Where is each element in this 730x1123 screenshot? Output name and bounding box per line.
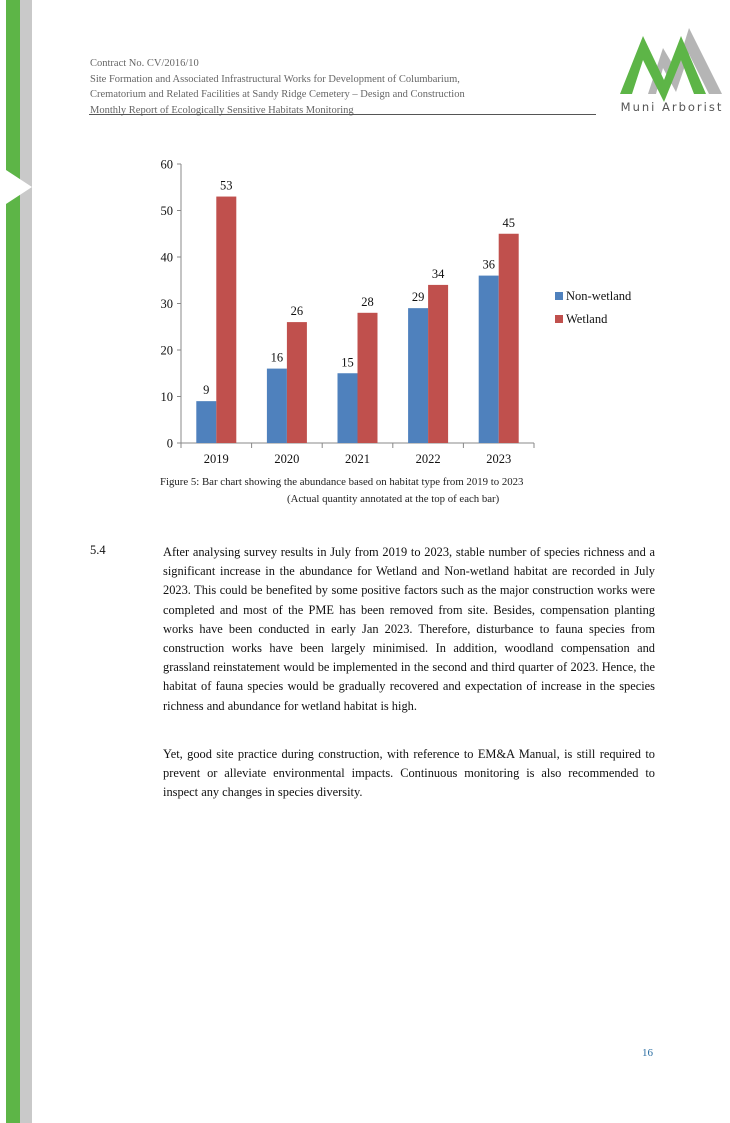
header-contract-no: Contract No. CV/2016/10 bbox=[90, 58, 199, 69]
paragraph-analysis: After analysing survey results in July from 2019 to 2023, stable number of species richness and a significant increase in the abundance for Wetland and Non-wetland habitat are recorded in July 2023. This could be benefited by some positive factors such as the major construction works were completed and most of the PME has been removed from site. Besides, compensation planting works have been conducted in early Jan 2023. Therefore, disturbance to fauna species from construction works have been largely minimised. In addition, woodland compensation and grassland reinstatement would be implemented in the second and third quarter of 2023. Hence, the habitat of fauna species would be gradually recovered and expectation of increase in the species richness and abundance for wetland habitat is high. bbox=[163, 545, 655, 713]
x-tick-label: 2023 bbox=[486, 452, 512, 466]
data-label: 15 bbox=[341, 355, 354, 370]
legend-label: Wetland bbox=[566, 312, 608, 326]
data-label: 29 bbox=[411, 290, 425, 305]
bar-non-wetland bbox=[479, 276, 499, 443]
data-label: 16 bbox=[270, 350, 284, 365]
y-tick-label: 0 bbox=[166, 436, 173, 451]
bar-non-wetland bbox=[196, 401, 216, 443]
bar-wetland bbox=[428, 285, 448, 443]
data-label: 26 bbox=[290, 304, 304, 319]
data-label: 28 bbox=[361, 294, 374, 309]
data-label: 36 bbox=[482, 257, 495, 272]
bar-wetland bbox=[499, 234, 519, 443]
figure-caption bbox=[160, 474, 570, 508]
header-project-title-2: Crematorium and Related Facilities at Sandy Ridge Cemetery – Design and Construction bbox=[90, 89, 465, 100]
page-number: 16 bbox=[642, 1047, 653, 1059]
x-tick-label: 2021 bbox=[345, 452, 370, 466]
x-tick-label: 2019 bbox=[203, 452, 229, 466]
data-label: 34 bbox=[431, 266, 445, 281]
x-tick-label: 2022 bbox=[415, 452, 441, 466]
y-tick-label: 30 bbox=[160, 297, 173, 311]
y-tick-label: 20 bbox=[160, 343, 173, 358]
logo-wordmark: Muni Arborist bbox=[620, 100, 724, 114]
header-divider bbox=[89, 114, 596, 115]
paragraph-recommendation: Yet, good site practice during construction, with reference to EM&A Manual, is still required to prevent or alleviate environmental impacts. Continuous monitoring is also recommended to inspect any changes in species diversity. bbox=[163, 747, 655, 800]
document-header bbox=[90, 56, 600, 118]
data-label: 45 bbox=[502, 215, 515, 230]
y-tick-label: 10 bbox=[160, 390, 173, 404]
figure-caption-line2: (Actual quantity annotated at the top of each bar) bbox=[287, 493, 500, 505]
legend-swatch bbox=[555, 292, 563, 300]
y-tick-label: 60 bbox=[160, 157, 173, 172]
side-bar-gray bbox=[20, 0, 32, 1123]
bar-wetland bbox=[216, 197, 236, 443]
bar-wetland bbox=[287, 322, 307, 443]
y-tick-label: 40 bbox=[160, 250, 173, 265]
y-tick-label: 50 bbox=[160, 204, 173, 218]
x-tick-label: 2020 bbox=[274, 452, 300, 466]
abundance-bar-chart bbox=[140, 150, 640, 470]
side-bar-green bbox=[6, 0, 20, 1123]
header-report-title: Monthly Report of Ecologically Sensitive Habitats Monitoring bbox=[90, 104, 354, 116]
legend-label: Non-wetland bbox=[566, 289, 632, 303]
bar-non-wetland bbox=[408, 308, 428, 443]
bar-non-wetland bbox=[267, 369, 287, 443]
header-project-title-1: Site Formation and Associated Infrastructural Works for Development of Columbarium, bbox=[90, 73, 460, 85]
bar-wetland bbox=[358, 313, 378, 443]
section-number: 5.4 bbox=[90, 543, 106, 557]
data-label: 53 bbox=[220, 178, 233, 193]
bar-non-wetland bbox=[338, 373, 358, 443]
legend-swatch bbox=[555, 315, 563, 323]
figure-caption-line1: Figure 5: Bar chart showing the abundance based on habitat type from 2019 to 2023 bbox=[160, 476, 524, 488]
side-bar-notch bbox=[6, 170, 32, 204]
data-label: 9 bbox=[203, 383, 210, 398]
